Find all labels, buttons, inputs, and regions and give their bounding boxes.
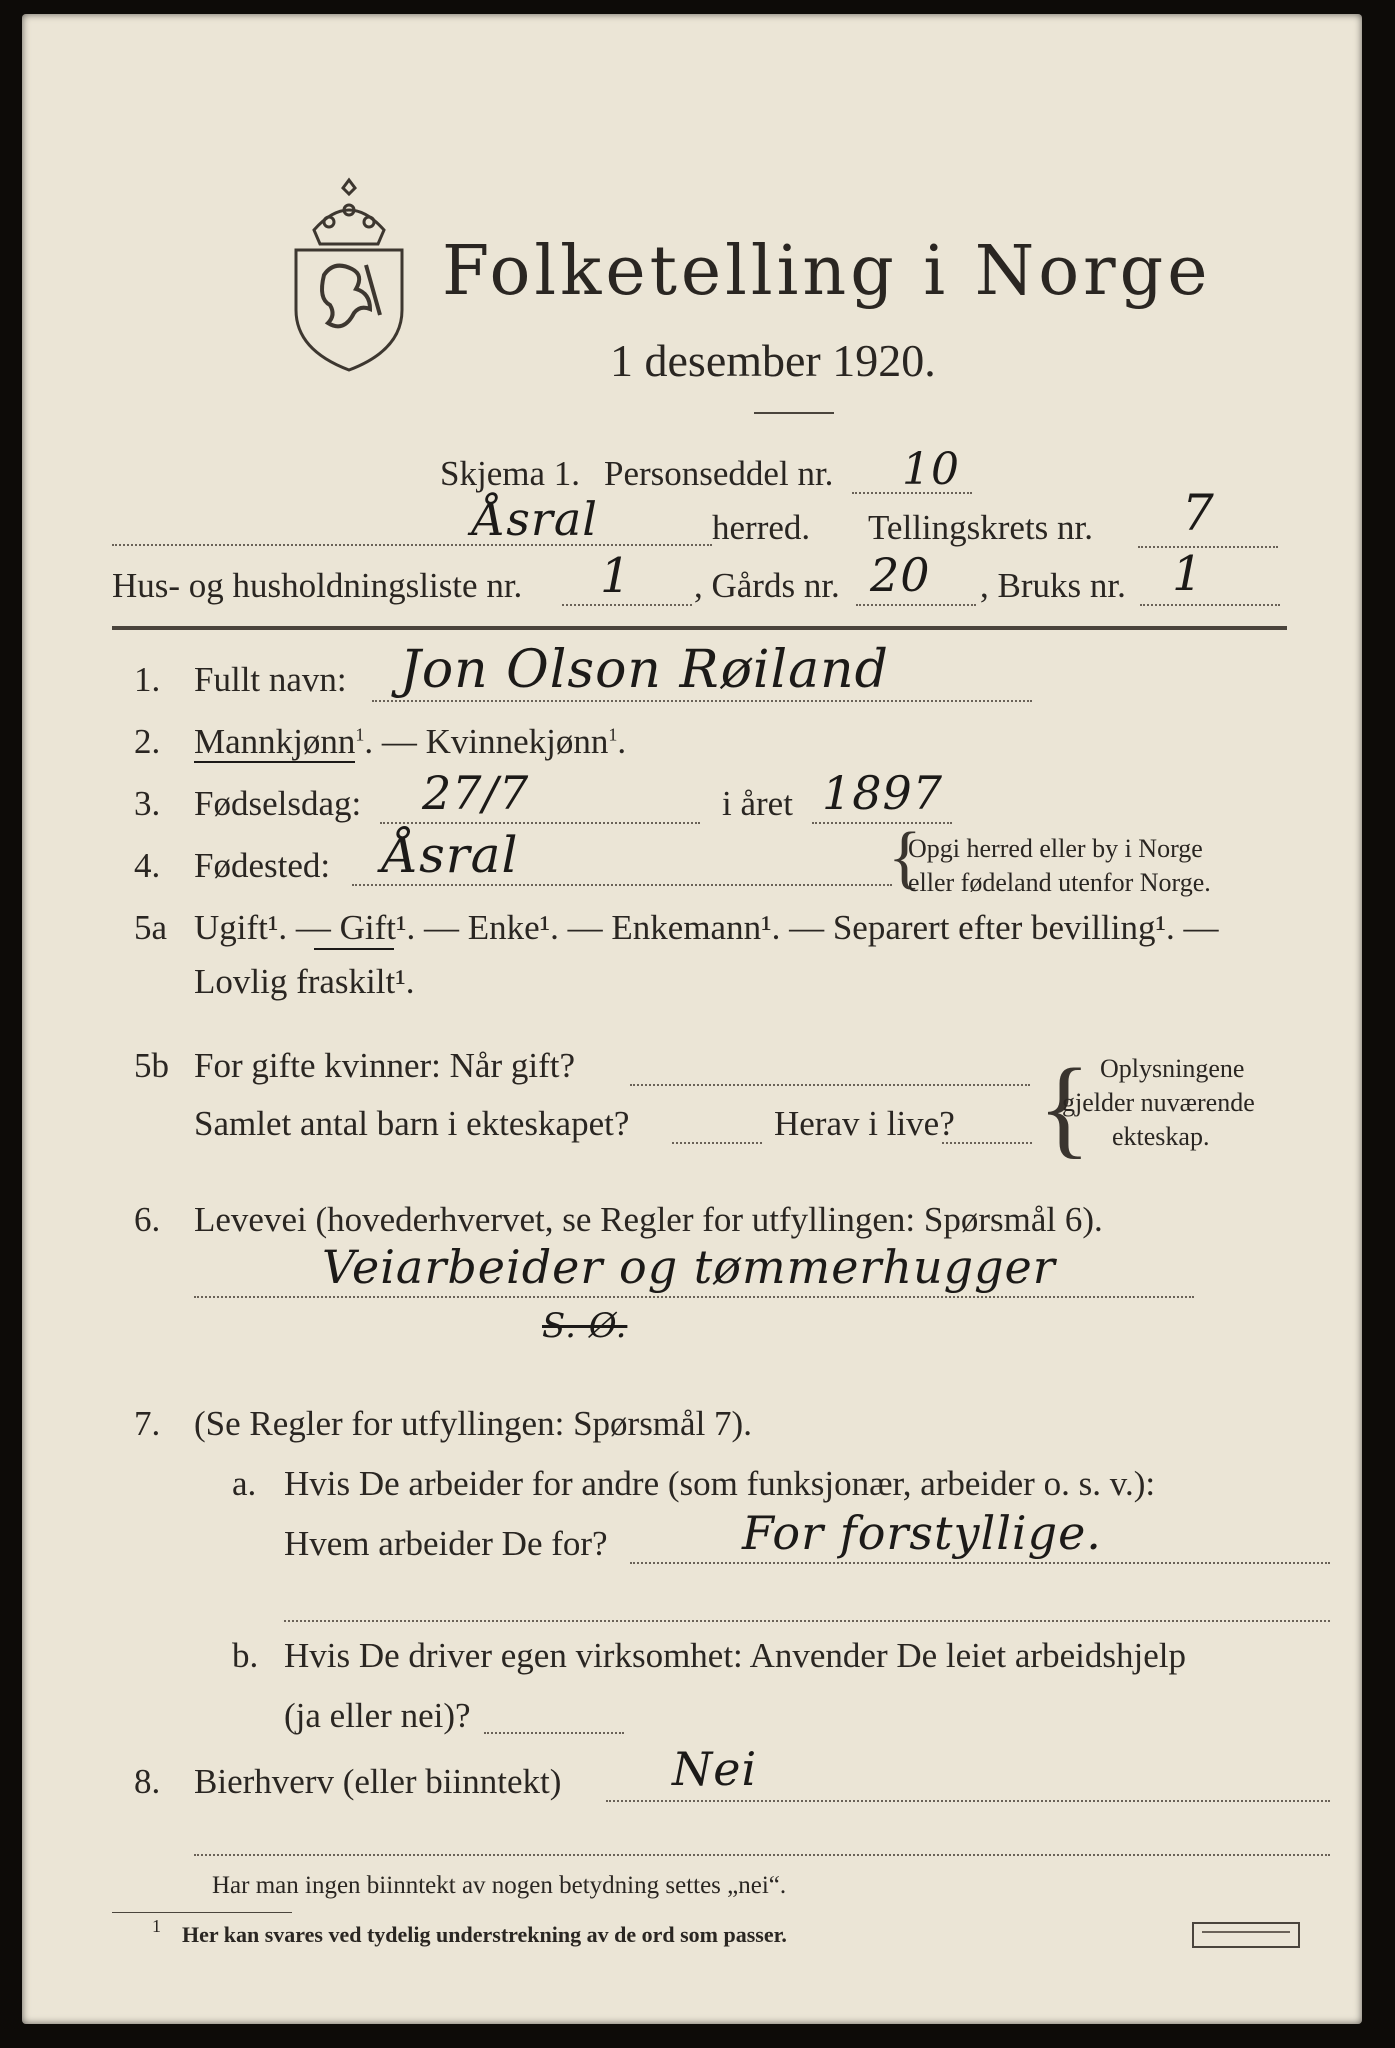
sex-end: . bbox=[617, 722, 627, 761]
fodested-note-2: eller fødeland utenfor Norge. bbox=[908, 868, 1211, 897]
q1-number: 1. bbox=[134, 660, 161, 699]
gards-label: , Gårds nr. bbox=[694, 566, 840, 605]
q7a-field[interactable] bbox=[630, 1562, 1330, 1564]
bierhverv-field-2[interactable] bbox=[194, 1854, 1330, 1856]
tellingskrets-field[interactable] bbox=[1138, 546, 1278, 548]
bierhverv-value: Nei bbox=[672, 1742, 758, 1796]
skjema-label: Skjema 1. bbox=[440, 454, 580, 493]
q8-number: 8. bbox=[134, 1762, 161, 1801]
oplysninger-note-1: Oplysningene bbox=[1100, 1054, 1245, 1083]
hus-field[interactable] bbox=[562, 604, 692, 606]
fodested-note-1: Opgi herred eller by i Norge bbox=[908, 834, 1203, 863]
levevei-field[interactable] bbox=[194, 1296, 1194, 1298]
marital-status-options[interactable]: Ugift¹. — Gift¹. — Enke¹. — Enkemann¹. — Separert efter bevilling¹. — bbox=[194, 908, 1219, 947]
struck-text: S. Ø. bbox=[542, 1306, 628, 1346]
fullt-navn-label: Fullt navn: bbox=[194, 660, 347, 699]
printer-mark bbox=[1192, 1922, 1300, 1948]
q7b-letter: b. bbox=[232, 1636, 259, 1675]
male-option[interactable]: Mannkjønn bbox=[194, 722, 356, 761]
sex-separator: . — bbox=[364, 722, 426, 761]
bruks-field[interactable] bbox=[1140, 604, 1280, 606]
year-field[interactable] bbox=[812, 822, 952, 824]
header-divider bbox=[112, 626, 1287, 630]
q5a-number: 5a bbox=[134, 908, 168, 947]
antal-barn-field[interactable] bbox=[672, 1142, 762, 1144]
q7a-label: Hvem arbeider De for? bbox=[284, 1524, 608, 1563]
herred-field[interactable] bbox=[112, 544, 712, 546]
antal-barn-label: Samlet antal barn i ekteskapet? bbox=[194, 1104, 630, 1143]
fodested-label: Fødested: bbox=[194, 846, 331, 885]
q4-number: 4. bbox=[134, 846, 161, 885]
printer-mark-line bbox=[1202, 1931, 1290, 1933]
oplysninger-note-2: gjelder nuværende bbox=[1062, 1088, 1255, 1117]
fodselsdag-label: Fødselsdag: bbox=[194, 784, 362, 823]
form-title: Folketelling i Norge bbox=[442, 232, 1212, 311]
fodested-value: Åsral bbox=[382, 826, 519, 884]
sex-options: Mannkjønn$^1$. — Kvinnekjønn$^1$. bbox=[194, 722, 627, 761]
q3-number: 3. bbox=[134, 784, 161, 823]
gards-field[interactable] bbox=[856, 604, 976, 606]
q7-label: (Se Regler for utfyllingen: Spørsmål 7). bbox=[194, 1404, 752, 1443]
q7a-letter: a. bbox=[232, 1464, 257, 1503]
fodested-brace: { bbox=[888, 819, 922, 896]
fodselsdag-value: 27/7 bbox=[422, 766, 530, 820]
bierhverv-label: Bierhverv (eller biinntekt) bbox=[194, 1762, 562, 1801]
q7b-field[interactable] bbox=[484, 1732, 624, 1734]
oplysninger-note-3: ekteskap. bbox=[1112, 1122, 1210, 1151]
herav-i-live-field[interactable] bbox=[942, 1142, 1032, 1144]
q7a-line1: Hvis De arbeider for andre (som funksjonær, arbeider o. s. v.): bbox=[284, 1464, 1156, 1503]
levevei-label: Levevei (hovederhvervet, se Regler for utfyllingen: Spørsmål 6). bbox=[194, 1200, 1103, 1239]
year-label: i året bbox=[722, 784, 793, 823]
tellingskrets-value: 7 bbox=[1182, 484, 1215, 542]
q7b-line1: Hvis De driver egen virksomhet: Anvender De leiet arbeidshjelp bbox=[284, 1636, 1186, 1675]
fodselsdag-field[interactable] bbox=[380, 822, 700, 824]
oplysninger-brace: { bbox=[1038, 1046, 1091, 1168]
fodested-field[interactable] bbox=[352, 884, 892, 886]
nar-gift-label: For gifte kvinner: Når gift? bbox=[194, 1046, 576, 1085]
q5b-number: 5b bbox=[134, 1046, 169, 1085]
marital-status-options-2[interactable]: Lovlig fraskilt¹. bbox=[194, 962, 415, 1001]
herav-i-live-label: Herav i live? bbox=[774, 1104, 955, 1143]
census-date: 1 desember 1920. bbox=[610, 335, 936, 386]
footnote-text: Her kan svares ved tydelig understrekning av de ord som passer. bbox=[182, 1922, 787, 1947]
q7a-field-2[interactable] bbox=[284, 1620, 1330, 1622]
fullt-navn-value: Jon Olson Røiland bbox=[400, 640, 889, 700]
hus-label: Hus- og husholdningsliste nr. bbox=[112, 566, 523, 605]
herred-value: Åsral bbox=[472, 492, 598, 546]
q7a-value: For forstyllige. bbox=[742, 1506, 1102, 1560]
hus-value: 1 bbox=[600, 548, 632, 604]
personseddel-label: Personseddel nr. bbox=[604, 454, 834, 493]
bruks-label: , Bruks nr. bbox=[980, 566, 1126, 605]
title-divider bbox=[754, 412, 834, 414]
levevei-value: Veiarbeider og tømmerhugger bbox=[322, 1240, 1056, 1294]
q6-number: 6. bbox=[134, 1200, 161, 1239]
q2-number: 2. bbox=[134, 722, 161, 761]
bruks-value: 1 bbox=[1172, 546, 1204, 602]
biinntekt-note: Har man ingen biinntekt av nogen betydning settes „nei“. bbox=[212, 1872, 787, 1899]
q7-number: 7. bbox=[134, 1404, 161, 1443]
female-option[interactable]: Kvinnekjønn bbox=[425, 722, 609, 761]
footnote-mark: 1 bbox=[152, 1916, 161, 1936]
census-form bbox=[22, 14, 1362, 2024]
herred-label: herred. bbox=[712, 508, 811, 547]
fullt-navn-field[interactable] bbox=[372, 700, 1032, 702]
coat-of-arms-icon bbox=[284, 170, 414, 375]
year-value: 1897 bbox=[822, 766, 944, 820]
personseddel-value: 10 bbox=[902, 444, 960, 495]
bierhverv-field[interactable] bbox=[606, 1800, 1330, 1802]
gards-value: 20 bbox=[870, 548, 931, 602]
tellingskrets-label: Tellingskrets nr. bbox=[868, 508, 1094, 547]
gift-underline bbox=[314, 948, 394, 950]
footnote-divider bbox=[112, 1912, 292, 1913]
q7b-label: (ja eller nei)? bbox=[284, 1696, 471, 1735]
nar-gift-field[interactable] bbox=[630, 1084, 1030, 1086]
